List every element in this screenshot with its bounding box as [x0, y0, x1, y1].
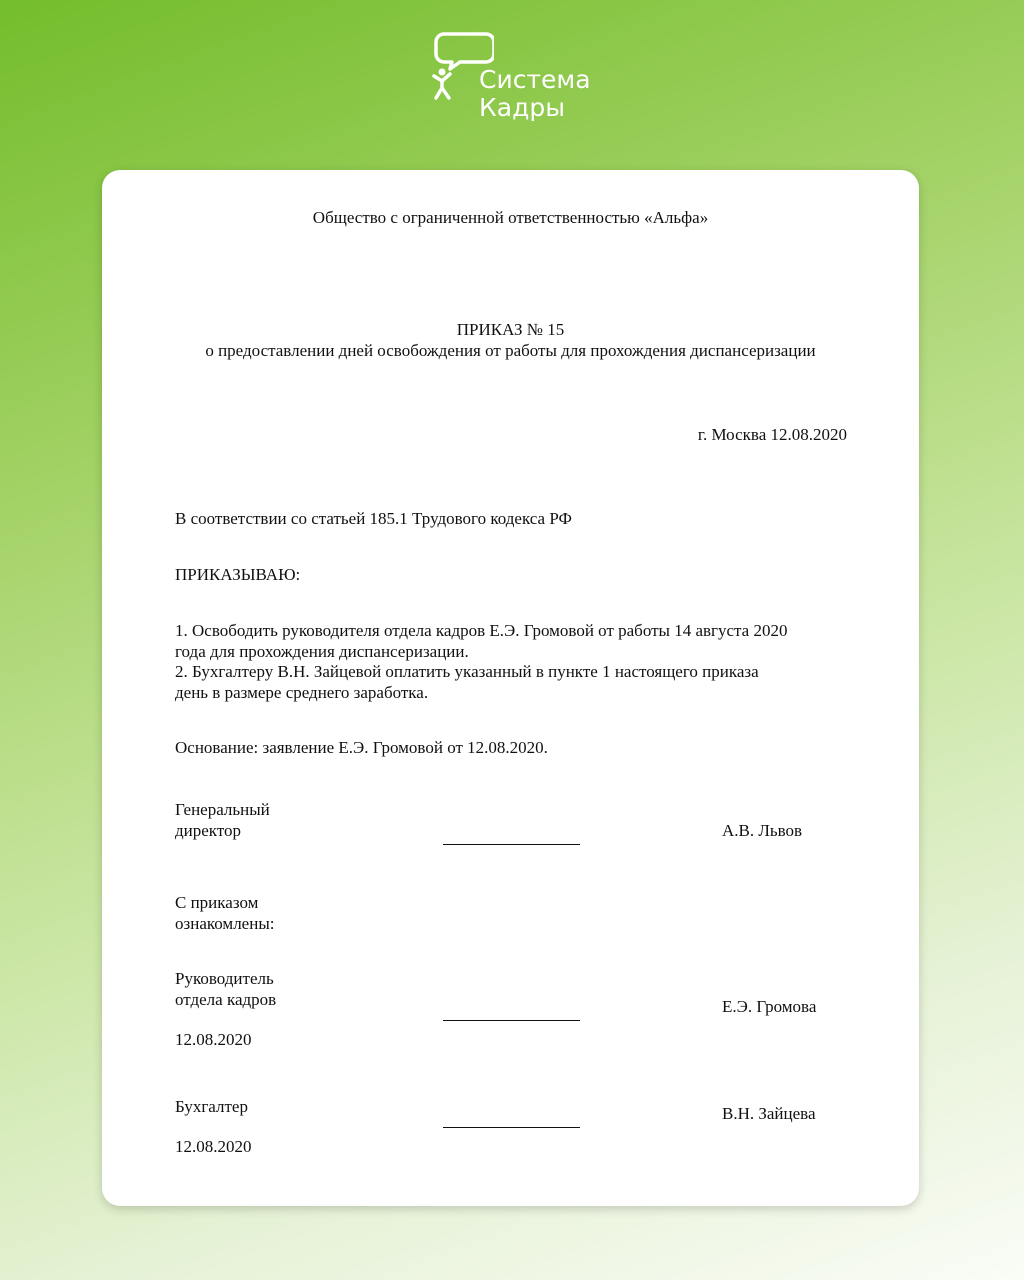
brand-logo [430, 28, 630, 128]
brand-name-line2: Кадры [479, 93, 565, 122]
order-item-line: 2. Бухгалтеру В.Н. Зайцевой оплатить указанный в пункте 1 настоящего приказа [175, 662, 759, 681]
place-date: г. Москва 12.08.2020 [697, 425, 847, 444]
accountant-signature-line [443, 1127, 580, 1128]
order-item-line: года для прохождения диспансеризации. [175, 642, 469, 661]
director-name: А.В. Львов [722, 821, 803, 840]
accountant-date: 12.08.2020 [175, 1137, 252, 1156]
hr-head-position-line2: отдела кадров [175, 990, 277, 1009]
order-title: ПРИКАЗ № 15 [456, 320, 565, 339]
order-word: ПРИКАЗЫВАЮ: [175, 565, 301, 584]
brand-name [479, 66, 591, 122]
order-item-line: день в размере среднего заработка. [175, 683, 429, 702]
basis-statement: Основание: заявление Е.Э. Громовой от 12.08.2020. [175, 738, 548, 757]
acquainted-line2: ознакомлены: [175, 914, 275, 933]
order-subtitle: о предоставлении дней освобождения от работы для прохождения диспансеризации [205, 341, 816, 360]
basis-law: В соответствии со статьей 185.1 Трудового кодекса РФ [175, 509, 572, 528]
organization-name: Общество с ограниченной ответственностью «Альфа» [312, 208, 709, 227]
hr-head-name: Е.Э. Громова [722, 997, 817, 1016]
document-card [102, 170, 919, 1206]
accountant-name: В.Н. Зайцева [722, 1104, 816, 1123]
accountant-position: Бухгалтер [175, 1097, 248, 1116]
acquainted-line1: С приказом [175, 893, 259, 912]
brand-name-line1: Система [479, 65, 591, 94]
director-signature-line [443, 844, 580, 845]
hr-head-position-line1: Руководитель [175, 969, 274, 988]
director-position-line1: Генеральный [175, 800, 270, 819]
hr-head-signature-line [443, 1020, 580, 1021]
order-item-line: 1. Освободить руководителя отдела кадров Е.Э. Громовой от работы 14 августа 2020 [175, 621, 788, 640]
hr-head-date: 12.08.2020 [175, 1030, 252, 1049]
director-position-line2: директор [175, 821, 242, 840]
